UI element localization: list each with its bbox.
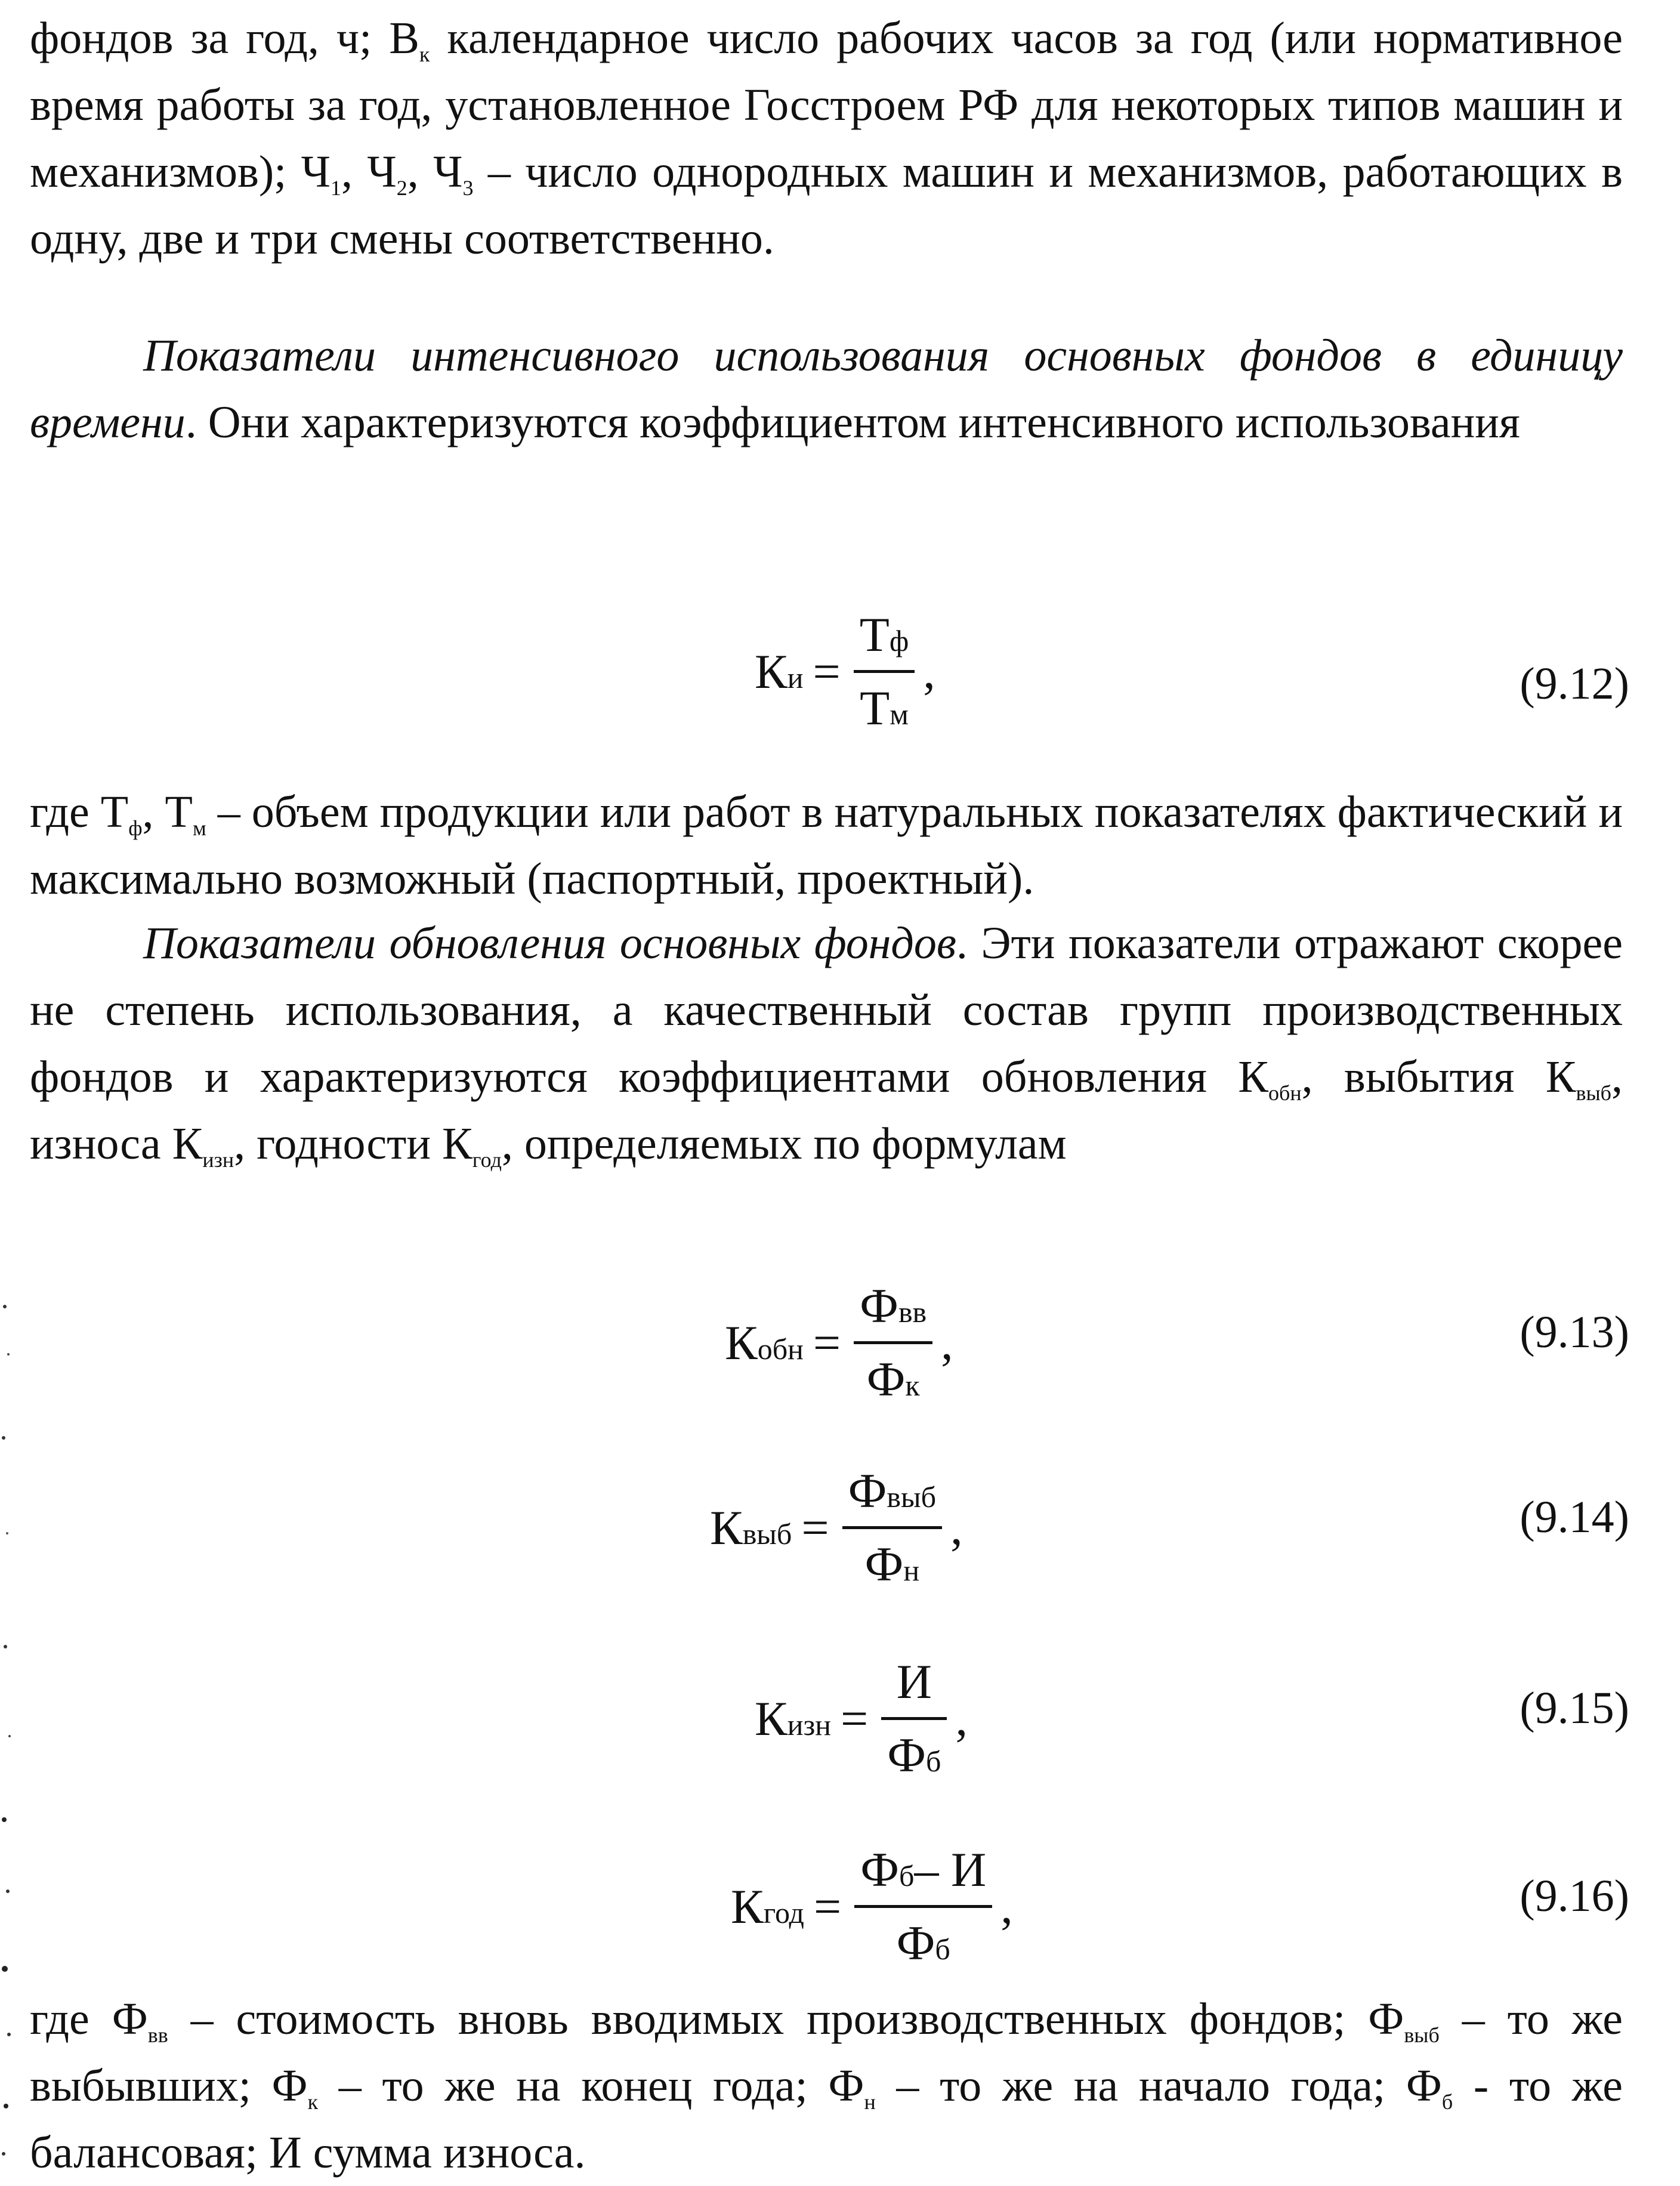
- numerator: Т ф: [859, 607, 909, 662]
- subscript: к: [419, 42, 430, 66]
- text: – стоимость вновь вводимых производственных фондов; Ф: [168, 1994, 1404, 2044]
- text: , износа К: [30, 1052, 1623, 1169]
- subscript: год: [472, 1148, 502, 1172]
- text: , определяемых по формулам: [501, 1119, 1067, 1169]
- equals-sign: =: [813, 1315, 841, 1370]
- text: . Эти показатели отражают скорее не степень использования, а качественный состав групп производственных фондов и характеризуются коэффициентами обновления К: [30, 918, 1623, 1102]
- text: , годности К: [234, 1119, 472, 1169]
- equation-9-12: [0, 600, 1680, 773]
- text: , Ч: [407, 147, 463, 197]
- formula: [725, 1271, 953, 1415]
- numerator: Ф выб: [848, 1463, 937, 1518]
- equals-sign: =: [813, 1879, 842, 1934]
- fraction: [854, 1835, 992, 1978]
- numerator: Ф б – И: [860, 1842, 987, 1897]
- comma: ,: [955, 1691, 968, 1746]
- scan-noise: [0, 1283, 16, 2178]
- equals-sign: =: [813, 644, 841, 699]
- fraction: [842, 1456, 942, 1600]
- denominator: Ф к: [866, 1352, 920, 1406]
- subscript: б: [1441, 2090, 1453, 2114]
- paragraph-4: [30, 910, 1623, 1177]
- denominator: Ф н: [864, 1537, 920, 1591]
- text: сумма износа.: [301, 2128, 586, 2178]
- comma: ,: [941, 1315, 953, 1370]
- text: – то же на конец года; Ф: [318, 2061, 864, 2111]
- fraction: [854, 600, 915, 743]
- formula: [710, 1456, 963, 1600]
- text: календарное число рабочих часов за год (или нормативное время работы за год, установленное Госстроем РФ для некоторых типов машин и механизмов); Ч: [30, 13, 1623, 197]
- subscript: вв: [147, 2023, 168, 2047]
- italic-heading: Показатели интенсивного использования основных фондов в единицу времени: [30, 331, 1623, 447]
- text: – объем продукции или работ в натуральных показателях фактический и максимально возможный (паспортный, проектный).: [30, 787, 1623, 904]
- text: – то же на начало года; Ф: [875, 2061, 1442, 2111]
- subscript: ф: [128, 816, 143, 840]
- subscript: обн: [1268, 1081, 1302, 1105]
- subscript: выб: [1404, 2023, 1440, 2047]
- text: где Т: [30, 787, 129, 837]
- equation-number: (9.16): [1520, 1871, 1629, 1921]
- equals-sign: =: [801, 1500, 829, 1555]
- subscript: 3: [462, 176, 474, 200]
- denominator: Т м: [860, 681, 909, 735]
- denominator: Ф б: [896, 1916, 950, 1970]
- formula-lhs: К обн: [725, 1315, 804, 1370]
- text: . Они характеризуются коэффициентом интенсивного использования: [185, 397, 1520, 447]
- text: - то же балансовая; И: [30, 2061, 1623, 2178]
- text: фондов за год, ч; В: [30, 13, 419, 63]
- fraction: [881, 1647, 947, 1790]
- paragraph-2: [30, 322, 1623, 456]
- formula-lhs: К изн: [755, 1691, 831, 1746]
- formula-lhs: К выб: [710, 1500, 792, 1555]
- equation-number: (9.15): [1520, 1683, 1629, 1733]
- formula: [731, 1835, 1013, 1978]
- comma: ,: [950, 1500, 963, 1555]
- text: – то же выбывших; Ф: [30, 1994, 1623, 2111]
- equals-sign: =: [840, 1691, 869, 1746]
- subscript: выб: [1576, 1081, 1611, 1105]
- text: , выбытия К: [1301, 1052, 1576, 1102]
- equation-9-15: [0, 1647, 1680, 1802]
- equation-number: (9.13): [1520, 1307, 1629, 1357]
- text: , Ч: [341, 147, 397, 197]
- paragraph-3: [30, 779, 1623, 912]
- denominator: Ф б: [887, 1728, 941, 1782]
- text: – число однородных машин и механизмов, работающих в одну, две и три смены соответственно.: [30, 147, 1623, 264]
- equation-9-13: [0, 1271, 1680, 1426]
- subscript: 2: [396, 176, 407, 200]
- paragraph-1: [30, 5, 1623, 272]
- numerator: И: [896, 1654, 932, 1709]
- fraction: [854, 1271, 932, 1415]
- formula: [755, 600, 935, 743]
- subscript: м: [192, 816, 206, 840]
- formula-lhs: К и: [755, 644, 804, 699]
- comma: ,: [1000, 1879, 1013, 1934]
- paragraph-5: [30, 1986, 1623, 2186]
- text: где Ф: [30, 1994, 148, 2044]
- numerator: Ф вв: [860, 1279, 927, 1333]
- italic-heading: Показатели обновления основных фондов: [143, 918, 956, 968]
- subscript: 1: [331, 176, 341, 200]
- comma: ,: [923, 644, 935, 699]
- equation-number: (9.12): [1520, 659, 1629, 709]
- subscript: н: [864, 2090, 876, 2114]
- subscript: к: [307, 2090, 319, 2114]
- equation-number: (9.14): [1520, 1492, 1629, 1542]
- equation-9-14: [0, 1456, 1680, 1611]
- equation-9-16: [0, 1835, 1680, 1990]
- text: , Т: [142, 787, 193, 837]
- subscript: изн: [202, 1148, 234, 1172]
- formula-lhs: К год: [731, 1879, 804, 1934]
- formula: [755, 1647, 968, 1790]
